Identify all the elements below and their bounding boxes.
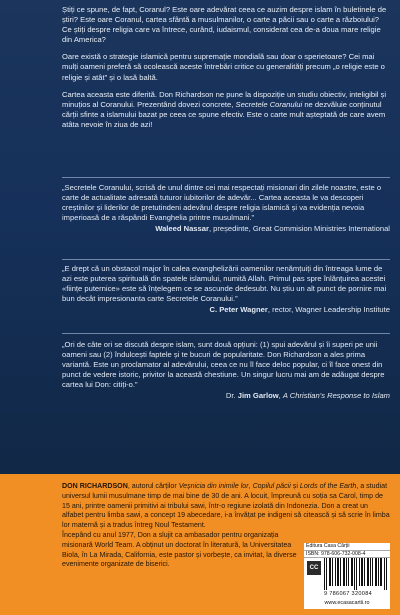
quote-author: Jim Garlow <box>237 391 279 401</box>
quote-author-prefix: Dr. <box>225 391 238 401</box>
quote-author-role: , <box>278 391 283 401</box>
quote-text: „Ori de câte ori se discută despre islam, sunt două opțiuni: (1) spui adevărul și îi superi pe unii oameni sau (2) îndulcești faptele și te bucuri de popularitate. Don Richardson a ales prima variantă. Este un proclamator al adevărului, ceea ce nu îl face deloc popular, ci îl face onest din punct de vedere istoric, privitor la această chestiune. Un singur lucru mai am de adăugat despre cartea lui Don: citiți-o.” <box>62 340 385 390</box>
book-title: Copilul păcii <box>252 482 291 490</box>
endorsement-quote <box>62 183 390 234</box>
bio-text: , autorul cărților <box>127 482 179 490</box>
bio-text: și <box>290 482 300 490</box>
intro-p3-text-end: ne dezvăluie conținutul cărții sfinte a islamului bazat pe ceea ce spune efectiv. Este o carte mult așteptată de care avem atâta nevoie în ziua de azi! <box>62 99 386 129</box>
publisher-logo: CC <box>307 561 321 575</box>
bio-text: , a studiat universul lumii musulmane timp de mai bine de 30 de ani. A locuit, împreună cu soția sa Carol, timp de 15 ani, printre oamenii primitivi ai tribului sawi, într-o regiune izolată din Indonezia. Don a creat un alfabet pentru limba sawi, a concept 19 abecedare, i-a învățat pe indigeni să citească și să scrie în limba lor maternă și a tradus întreg Noul Testament. <box>62 482 390 530</box>
bio-paragraph-1 <box>62 482 390 531</box>
intro-paragraph-3 <box>62 90 390 130</box>
intro-paragraph-1: Știți ce spune, de fapt, Coranul? Este oare adevărat ceea ce auzim despre islam în buletinele de știri? Este oare Coranul, cartea sfântă a musulmanilor, o carte a păcii sau o carte a războiului? Ce știți despre religia care va întrece, curând, iudaismul, considerat cea de-a doua mare religie din America? <box>62 5 387 45</box>
bio-text: , <box>248 482 253 490</box>
quote-text: „E drept că un obstacol major în calea evanghelizării oamenilor nenămțuiți din întreaga lume de azi este puterea spirituală din spatele islamului, numită Allah. Primul pas spre înlănțuirea acestei «ființe puternice» este să înțelegem ce se ascunde dedesubt. Nu știu un alt punct de pornire mai bun decât impresionanta carte Secretele Coranului.” <box>62 264 387 304</box>
intro-section <box>62 5 390 137</box>
publisher-name: Editura Casa Cărții <box>304 543 390 551</box>
divider <box>62 259 390 260</box>
quote-attribution <box>62 223 390 234</box>
bio-paragraph-2: Începând cu anul 1977, Don a slujit ca ambasador pentru organizația misionară World Team. A obținut un doctorat în literatură, la Universitatea Biola, în La Mirada, California, este pastor și vorbește, ca invitat, la diverse evenimente organizate de biserici. <box>62 530 297 569</box>
quote-attribution <box>62 304 390 315</box>
barcode <box>324 558 387 590</box>
publisher-box <box>304 543 390 609</box>
book-title: Secretele Coranului <box>235 99 303 109</box>
endorsement-quote <box>62 264 390 315</box>
quote-author-role: , președinte, Great Commision Ministries International <box>208 224 390 234</box>
book-title: Lords of the Earth <box>299 482 357 490</box>
quote-text: „Secretele Coranului, scrisă de unul dintre cei mai respectați misionari din zilele noastre, este o carte de actualitate adresată tuturor iubitorilor de adevăr... Cartea aceasta le va descoperi creștinilor și liderilor de pretutindeni adevărul despre religia islamică și va evidenția nevoia imperioasă de a răspândi Evanghelia printre musulmani.” <box>62 183 382 223</box>
barcode-digits: 9 786067 320084 <box>323 591 373 597</box>
quote-author-role: , rector, Wagner Leadership Institute <box>267 305 390 315</box>
divider <box>62 177 390 178</box>
endorsement-quote <box>62 340 390 401</box>
quote-author: C. Peter Wagner <box>209 305 268 315</box>
publisher-url: www.ecasacartii.ro <box>324 600 370 606</box>
quote-attribution <box>62 390 390 401</box>
intro-paragraph-2: Oare există o strategie islamică pentru supremație mondială sau doar o sperietoare? Cei mai mulți oameni preferă să ocolească aceste întrebări critice cu generalități precum „o religie este o religie și atât” și o lasă baltă. <box>62 52 385 82</box>
quote-author: Waleed Nassar <box>155 224 209 234</box>
divider <box>62 333 390 334</box>
book-title: Veșnicia din inimile lor <box>178 482 249 490</box>
isbn-label: ISBN: 978-606-732-008-4 <box>304 551 390 559</box>
intro-p3-text: Cartea aceasta este diferită. Don Richardson ne pune la dispoziție un studiu obiectiv, inteligibil și minuțios al Coranului. Prezentând dovezi concrete, <box>62 89 387 109</box>
author-name: DON RICHARDSON <box>62 482 128 490</box>
quote-book-title: A Christian's Response to Islam <box>282 391 390 401</box>
